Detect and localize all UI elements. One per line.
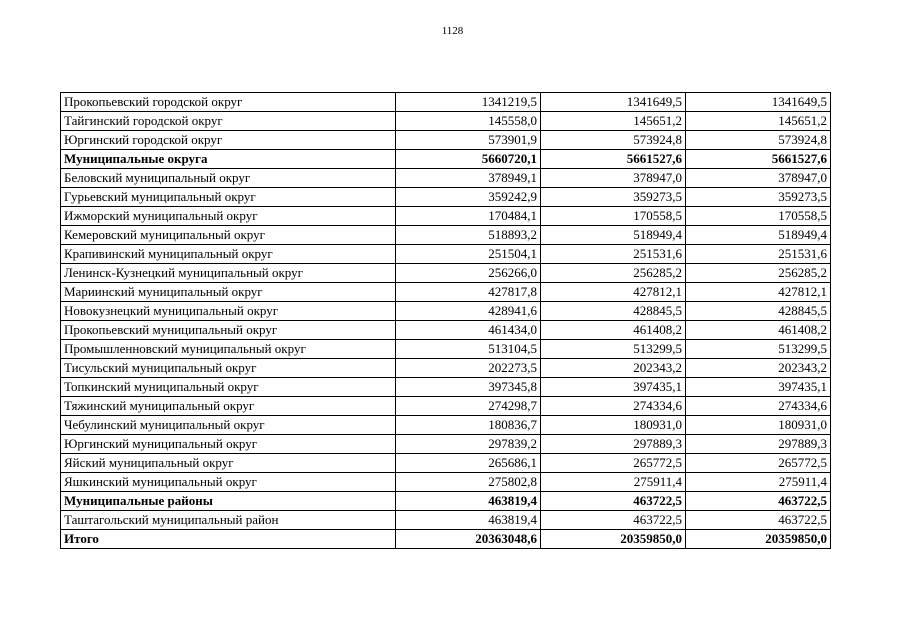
page-number: 1128 — [441, 25, 464, 37]
row-value-1-cell: 1341219,5 — [396, 93, 541, 112]
row-value-2-cell: 5661527,6 — [541, 150, 686, 169]
row-value-2-cell: 274334,6 — [541, 397, 686, 416]
row-value-3-cell: 170558,5 — [686, 207, 831, 226]
table-row — [61, 397, 831, 416]
row-value-1-cell: 461434,0 — [396, 321, 541, 340]
row-value-3-cell: 428845,5 — [686, 302, 831, 321]
row-value-1-cell: 518893,2 — [396, 226, 541, 245]
table-row — [61, 454, 831, 473]
row-value-3-cell: 463722,5 — [686, 492, 831, 511]
row-value-1-cell: 297839,2 — [396, 435, 541, 454]
row-value-1-cell: 275802,8 — [396, 473, 541, 492]
row-name-cell: Прокопьевский муниципальный округ — [61, 321, 396, 340]
row-name-cell: Яйский муниципальный округ — [61, 454, 396, 473]
row-name-cell: Юргинский городской округ — [61, 131, 396, 150]
row-value-3-cell: 275911,4 — [686, 473, 831, 492]
row-value-1-cell: 274298,7 — [396, 397, 541, 416]
row-name-cell: Юргинский муниципальный округ — [61, 435, 396, 454]
row-value-2-cell: 461408,2 — [541, 321, 686, 340]
row-name-cell: Мариинский муниципальный округ — [61, 283, 396, 302]
row-value-2-cell: 463722,5 — [541, 492, 686, 511]
row-value-2-cell: 275911,4 — [541, 473, 686, 492]
row-name-cell: Тайгинский городской округ — [61, 112, 396, 131]
row-name-cell: Кемеровский муниципальный округ — [61, 226, 396, 245]
row-value-1-cell: 180836,7 — [396, 416, 541, 435]
row-value-3-cell: 378947,0 — [686, 169, 831, 188]
row-value-2-cell: 573924,8 — [541, 131, 686, 150]
row-name-cell: Топкинский муниципальный округ — [61, 378, 396, 397]
table-row — [61, 416, 831, 435]
table-row — [61, 435, 831, 454]
row-name-cell: Прокопьевский городской округ — [61, 93, 396, 112]
row-value-2-cell: 463722,5 — [541, 511, 686, 530]
row-value-2-cell: 265772,5 — [541, 454, 686, 473]
table-row — [61, 226, 831, 245]
row-name-cell: Муниципальные округа — [61, 150, 396, 169]
row-value-3-cell: 5661527,6 — [686, 150, 831, 169]
row-value-1-cell: 397345,8 — [396, 378, 541, 397]
row-name-cell: Чебулинский муниципальный округ — [61, 416, 396, 435]
table-row — [61, 207, 831, 226]
row-value-1-cell: 359242,9 — [396, 188, 541, 207]
row-value-1-cell: 463819,4 — [396, 511, 541, 530]
table-row — [61, 112, 831, 131]
row-value-2-cell: 427812,1 — [541, 283, 686, 302]
row-value-3-cell: 397435,1 — [686, 378, 831, 397]
row-value-1-cell: 463819,4 — [396, 492, 541, 511]
budget-table-body — [61, 93, 831, 549]
row-value-2-cell: 170558,5 — [541, 207, 686, 226]
table-row — [61, 321, 831, 340]
row-value-3-cell: 359273,5 — [686, 188, 831, 207]
row-value-3-cell: 145651,2 — [686, 112, 831, 131]
row-value-2-cell: 397435,1 — [541, 378, 686, 397]
table-row — [61, 378, 831, 397]
row-value-2-cell: 513299,5 — [541, 340, 686, 359]
row-value-3-cell: 274334,6 — [686, 397, 831, 416]
row-value-2-cell: 180931,0 — [541, 416, 686, 435]
table-row — [61, 264, 831, 283]
row-value-1-cell: 202273,5 — [396, 359, 541, 378]
row-value-3-cell: 202343,2 — [686, 359, 831, 378]
row-value-3-cell: 463722,5 — [686, 511, 831, 530]
table-row — [61, 511, 831, 530]
row-value-1-cell: 5660720,1 — [396, 150, 541, 169]
table-row — [61, 169, 831, 188]
row-value-1-cell: 573901,9 — [396, 131, 541, 150]
row-name-cell: Крапивинский муниципальный округ — [61, 245, 396, 264]
row-value-2-cell: 20359850,0 — [541, 530, 686, 549]
row-value-2-cell: 297889,3 — [541, 435, 686, 454]
row-value-2-cell: 145651,2 — [541, 112, 686, 131]
row-name-cell: Новокузнецкий муниципальный округ — [61, 302, 396, 321]
row-name-cell: Промышленновский муниципальный округ — [61, 340, 396, 359]
table-row — [61, 93, 831, 112]
row-name-cell: Таштагольский муниципальный район — [61, 511, 396, 530]
table-row — [61, 492, 831, 511]
row-value-3-cell: 297889,3 — [686, 435, 831, 454]
row-value-3-cell: 180931,0 — [686, 416, 831, 435]
row-value-1-cell: 428941,6 — [396, 302, 541, 321]
table-row — [61, 530, 831, 549]
row-value-2-cell: 428845,5 — [541, 302, 686, 321]
row-name-cell: Муниципальные районы — [61, 492, 396, 511]
table-row — [61, 245, 831, 264]
row-value-3-cell: 518949,4 — [686, 226, 831, 245]
row-value-1-cell: 378949,1 — [396, 169, 541, 188]
row-name-cell: Беловский муниципальный округ — [61, 169, 396, 188]
budget-table — [60, 92, 831, 549]
row-value-2-cell: 202343,2 — [541, 359, 686, 378]
row-value-1-cell: 513104,5 — [396, 340, 541, 359]
row-value-1-cell: 170484,1 — [396, 207, 541, 226]
row-value-1-cell: 256266,0 — [396, 264, 541, 283]
row-value-1-cell: 251504,1 — [396, 245, 541, 264]
row-value-3-cell: 20359850,0 — [686, 530, 831, 549]
table-row — [61, 302, 831, 321]
row-value-3-cell: 256285,2 — [686, 264, 831, 283]
row-value-3-cell: 513299,5 — [686, 340, 831, 359]
table-row — [61, 359, 831, 378]
table-row — [61, 150, 831, 169]
row-value-2-cell: 518949,4 — [541, 226, 686, 245]
table-row — [61, 283, 831, 302]
row-value-2-cell: 251531,6 — [541, 245, 686, 264]
row-value-3-cell: 265772,5 — [686, 454, 831, 473]
row-value-2-cell: 359273,5 — [541, 188, 686, 207]
row-name-cell: Тяжинский муниципальный округ — [61, 397, 396, 416]
row-value-3-cell: 427812,1 — [686, 283, 831, 302]
row-value-3-cell: 1341649,5 — [686, 93, 831, 112]
table-row — [61, 473, 831, 492]
row-value-2-cell: 378947,0 — [541, 169, 686, 188]
row-value-1-cell: 427817,8 — [396, 283, 541, 302]
row-name-cell: Ижморский муниципальный округ — [61, 207, 396, 226]
row-name-cell: Ленинск-Кузнецкий муниципальный округ — [61, 264, 396, 283]
row-name-cell: Тисульский муниципальный округ — [61, 359, 396, 378]
row-value-2-cell: 256285,2 — [541, 264, 686, 283]
row-value-3-cell: 251531,6 — [686, 245, 831, 264]
table-row — [61, 340, 831, 359]
row-value-1-cell: 145558,0 — [396, 112, 541, 131]
row-value-3-cell: 461408,2 — [686, 321, 831, 340]
row-value-3-cell: 573924,8 — [686, 131, 831, 150]
row-value-2-cell: 1341649,5 — [541, 93, 686, 112]
row-name-cell: Яшкинский муниципальный округ — [61, 473, 396, 492]
table-row — [61, 131, 831, 150]
table-row — [61, 188, 831, 207]
row-value-1-cell: 20363048,6 — [396, 530, 541, 549]
row-name-cell: Итого — [61, 530, 396, 549]
row-value-1-cell: 265686,1 — [396, 454, 541, 473]
row-name-cell: Гурьевский муниципальный округ — [61, 188, 396, 207]
